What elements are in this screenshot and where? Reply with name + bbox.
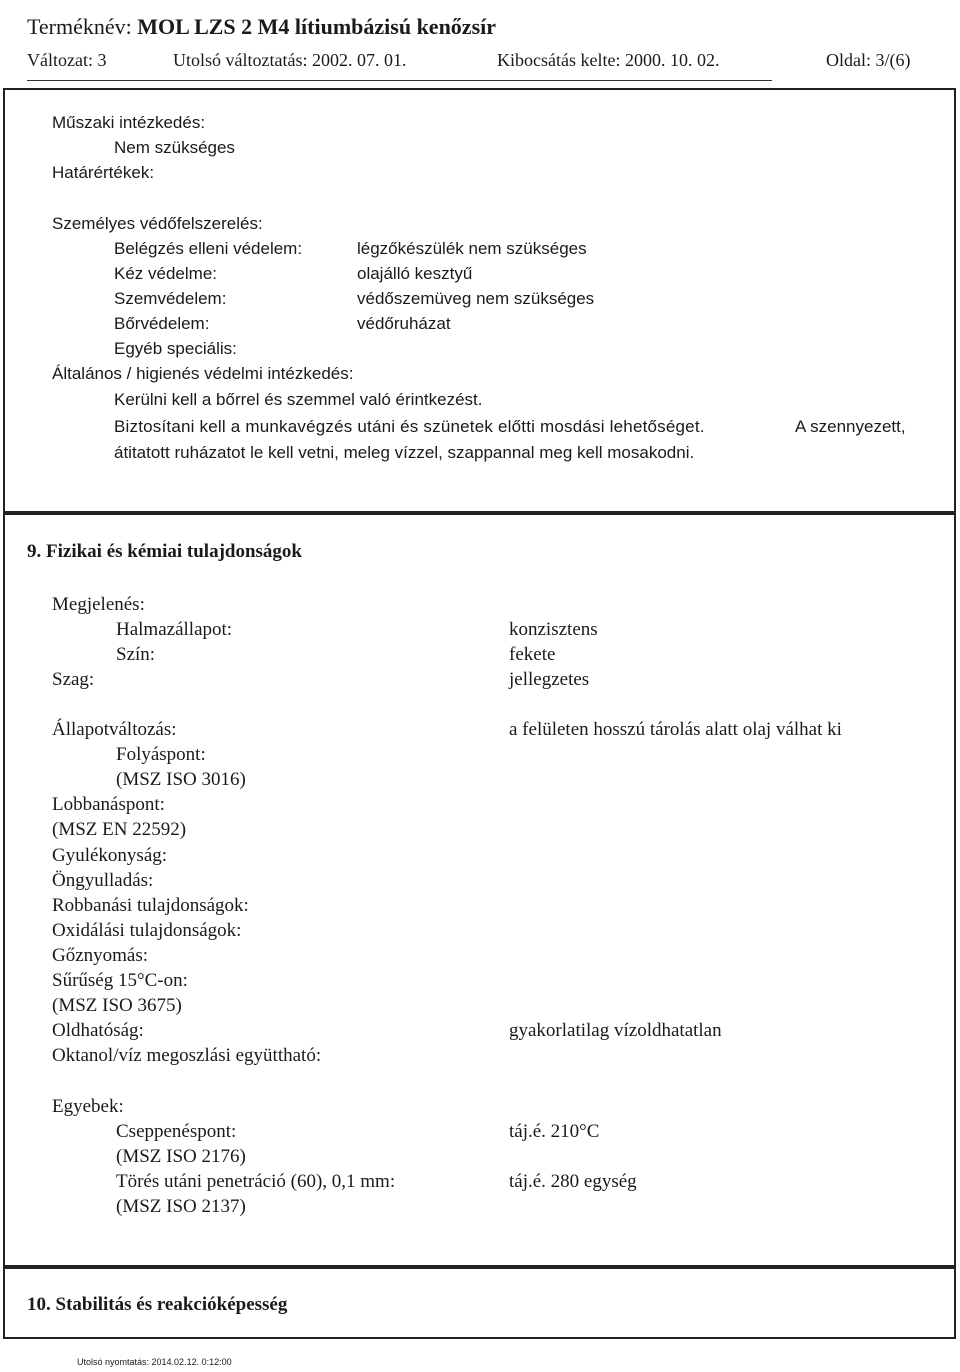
other-special-label: Egyéb speciális:: [114, 339, 237, 358]
pour-point-label: Folyáspont:: [116, 744, 206, 765]
last-modified: Utolsó változtatás: 2002. 07. 01.: [173, 50, 407, 70]
dropping-point-label: Cseppenéspont:: [116, 1121, 237, 1142]
print-timestamp: Utolsó nyomtatás: 2014.02.12. 0:12:00: [77, 1357, 232, 1367]
flash-point-label: Lobbanáspont:: [52, 794, 165, 815]
product-name: MOL LZS 2 M4 lítiumbázisú kenőzsír: [137, 14, 497, 39]
version-value: 3: [97, 50, 107, 70]
hygiene-line-2b: A szennyezett,: [795, 417, 906, 436]
penetration-value: táj.é. 280 egység: [509, 1171, 637, 1192]
ppe-row-value: légzőkészülék nem szükséges: [357, 239, 587, 258]
color-label: Szín:: [116, 644, 156, 665]
penetration-standard: (MSZ ISO 2137): [116, 1196, 246, 1217]
change-label: Állapotváltozás:: [52, 719, 177, 740]
partition-label: Oktanol/víz megoszlási együttható:: [52, 1045, 322, 1066]
density-label: Sűrűség 15°C-on:: [52, 970, 188, 991]
version-info: [27, 50, 106, 71]
oxidizing-label: Oxidálási tulajdonságok:: [52, 920, 242, 941]
dropping-point-value: táj.é. 210°C: [509, 1121, 600, 1142]
state-label: Halmazállapot:: [116, 619, 233, 640]
hygiene-line-1: Kerülni kell a bőrrel és szemmel való érintkezést.: [114, 390, 483, 409]
hygiene-line-2: Biztosítani kell a munkavégzés utáni és szünetek előtti mosdási lehetőséget.: [114, 417, 705, 436]
product-label: Terméknév:: [27, 14, 132, 39]
density-standard: (MSZ ISO 3675): [52, 995, 182, 1016]
pour-point-standard: (MSZ ISO 3016): [116, 769, 246, 790]
ppe-row-label: Belégzés elleni védelem:: [114, 239, 303, 258]
header-underline: [27, 80, 772, 81]
appearance-label: Megjelenés:: [52, 594, 145, 615]
flash-point-standard: (MSZ EN 22592): [52, 819, 187, 840]
product-title: [27, 14, 496, 40]
penetration-label: Törés utáni penetráció (60), 0,1 mm:: [116, 1171, 396, 1192]
limit-values-label: Határértékek:: [52, 163, 155, 182]
change-value: a felületen hosszú tárolás alatt olaj válhat ki: [509, 719, 842, 740]
ppe-row-value: védőszemüveg nem szükséges: [357, 289, 595, 308]
solubility-label: Oldhatóság:: [52, 1020, 144, 1041]
autoignition-label: Öngyulladás:: [52, 870, 154, 891]
flammability-label: Gyulékonyság:: [52, 845, 168, 866]
color-value: fekete: [509, 644, 556, 665]
dropping-point-standard: (MSZ ISO 2176): [116, 1146, 246, 1167]
ppe-row-label: Szemvédelem:: [114, 289, 227, 308]
ppe-row-value: olajálló kesztyű: [357, 264, 473, 283]
issue-date: Kibocsátás kelte: 2000. 10. 02.: [497, 50, 720, 70]
other-label: Egyebek:: [52, 1096, 124, 1117]
section10-title: 10. Stabilitás és reakcióképesség: [27, 1294, 288, 1315]
ppe-row-value: védőruházat: [357, 314, 451, 333]
state-value: konzisztens: [509, 619, 598, 640]
technical-measures-label: Műszaki intézkedés:: [52, 113, 206, 132]
vapour-pressure-label: Gőznyomás:: [52, 945, 149, 966]
general-hygiene-label: Általános / higienés védelmi intézkedés:: [52, 364, 354, 383]
odor-label: Szag:: [52, 669, 95, 690]
technical-measures-value: Nem szükséges: [114, 138, 235, 157]
solubility-value: gyakorlatilag vízoldhatatlan: [509, 1020, 722, 1041]
page-number: Oldal: 3/(6): [826, 50, 911, 70]
explosive-label: Robbanási tulajdonságok:: [52, 895, 249, 916]
ppe-row-label: Kéz védelme:: [114, 264, 217, 283]
ppe-label: Személyes védőfelszerelés:: [52, 214, 263, 233]
ppe-row-label: Bőrvédelem:: [114, 314, 210, 333]
odor-value: jellegzetes: [509, 669, 590, 690]
hygiene-line-3: átitatott ruházatot le kell vetni, meleg vízzel, szappannal meg kell mosakodni.: [114, 443, 695, 462]
version-label: Változat:: [27, 50, 93, 70]
section9-title: 9. Fizikai és kémiai tulajdonságok: [27, 541, 302, 562]
